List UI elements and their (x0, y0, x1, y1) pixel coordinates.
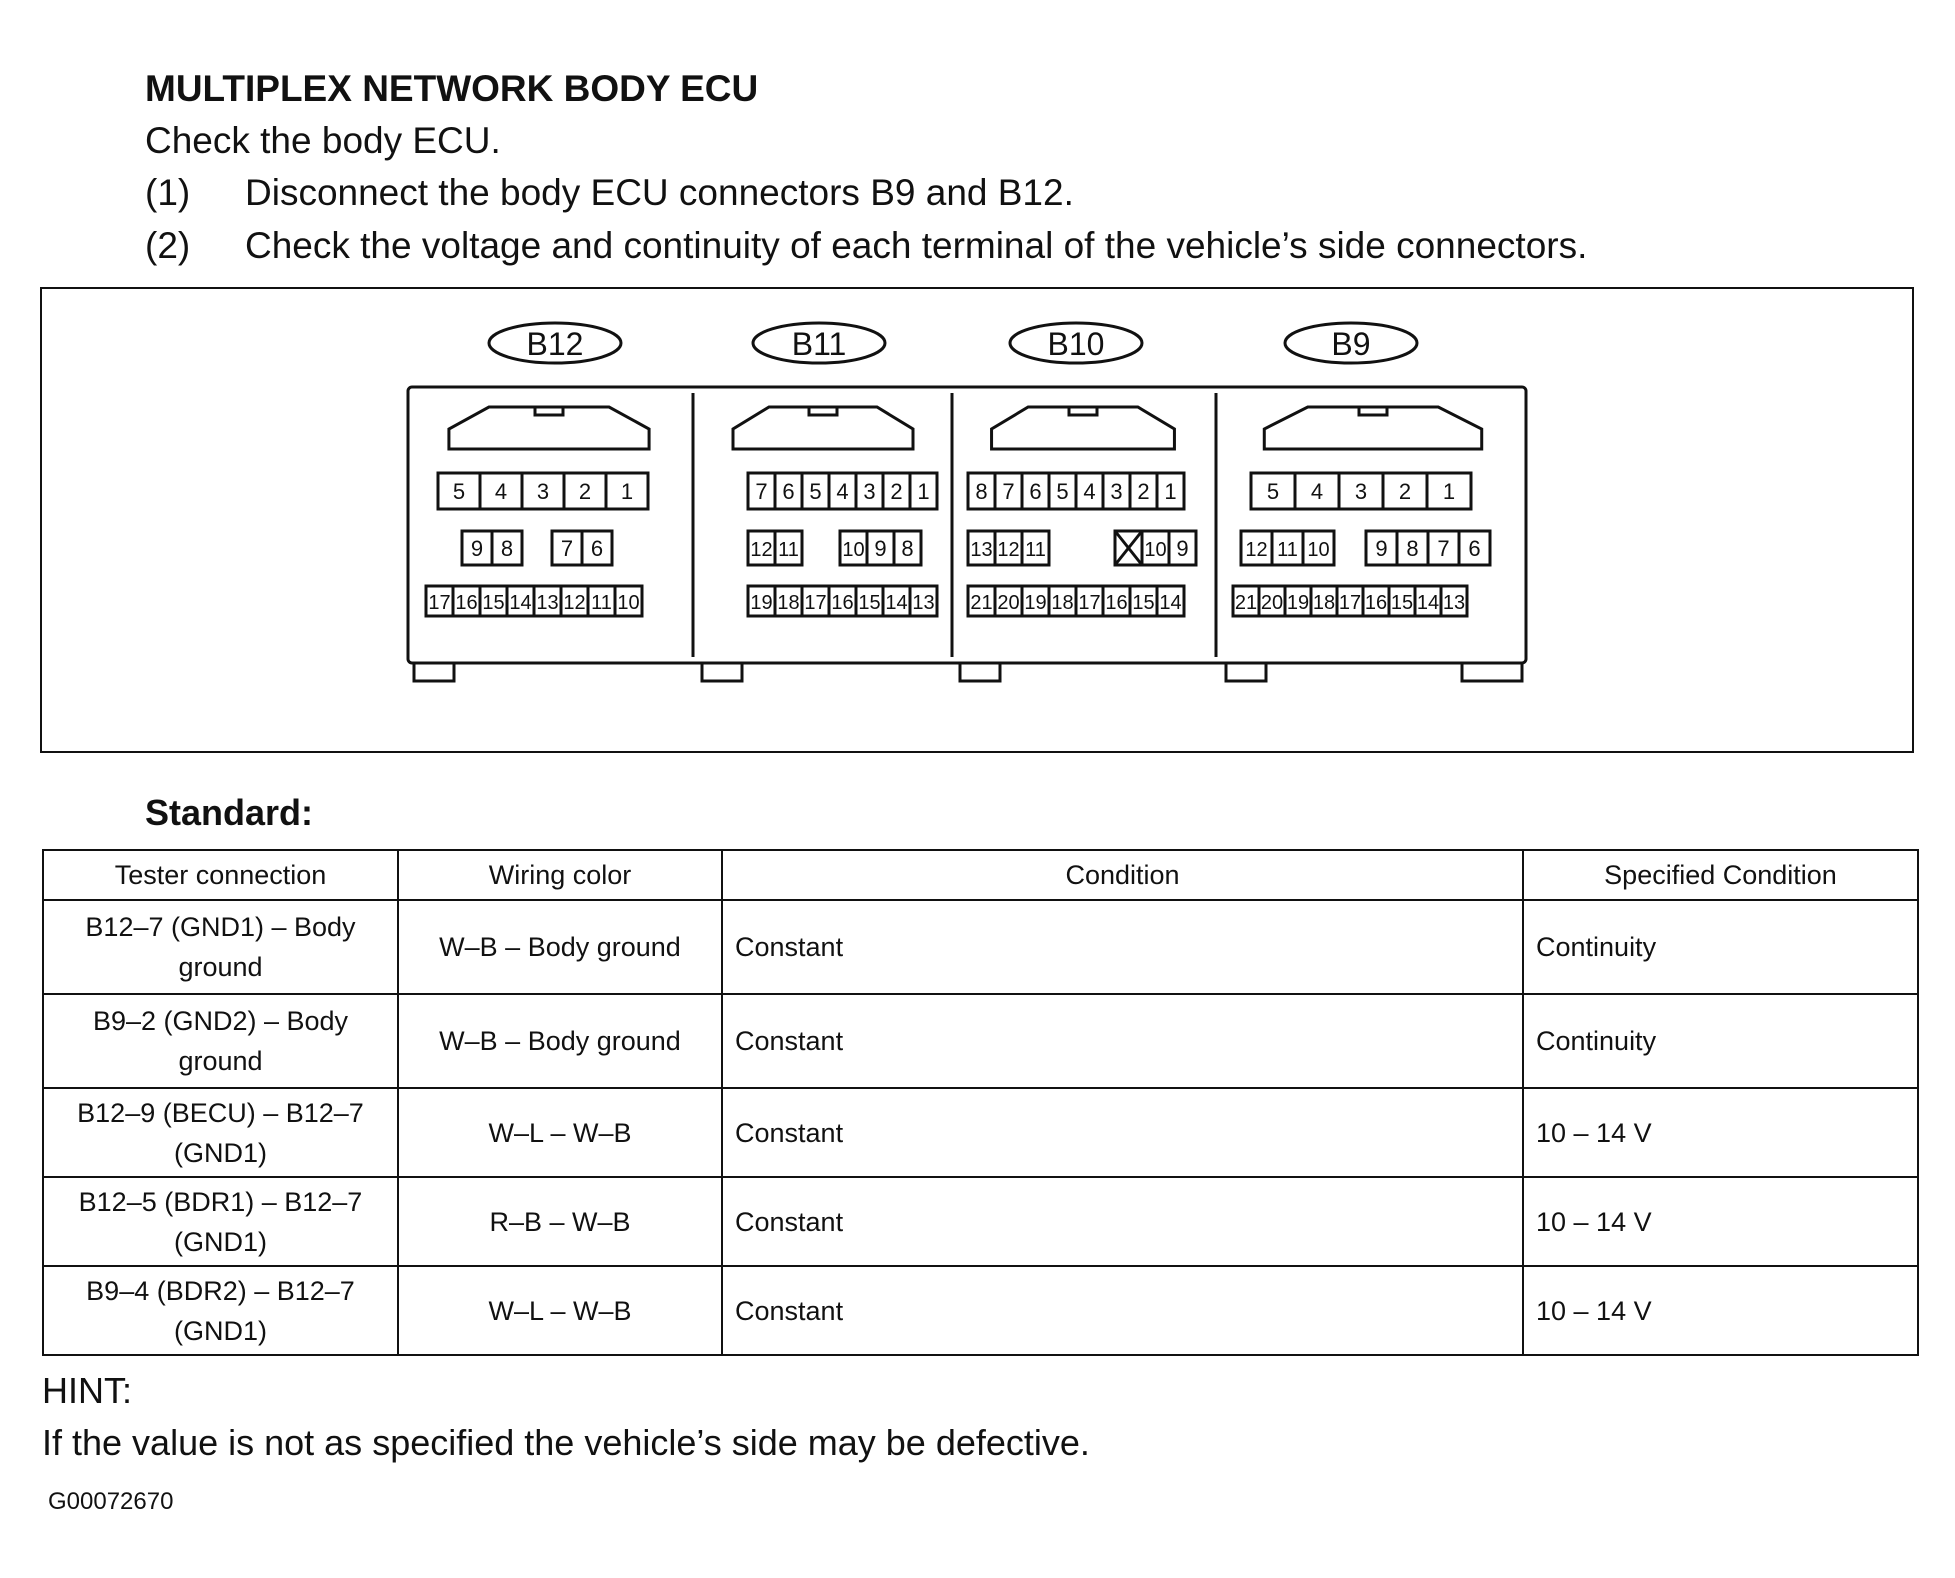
terminal-number: 21 (1234, 592, 1258, 614)
hint-label: HINT: (42, 1370, 132, 1411)
terminal-number: 5 (452, 479, 466, 504)
step-number: (1) (145, 172, 191, 213)
terminal-number: 10 (1144, 539, 1167, 561)
terminal-number: 11 (1277, 539, 1298, 561)
step-1 (145, 172, 1074, 214)
connector-latch (992, 407, 1175, 449)
connector-label: B11 (791, 326, 847, 362)
terminal-number: 18 (1312, 592, 1336, 614)
cell-specified: 10 – 14 V (1523, 1177, 1918, 1266)
terminal-number: 7 (1002, 479, 1015, 504)
terminal-number: 2 (1137, 479, 1150, 504)
terminal-number: 6 (1029, 479, 1042, 504)
cell-wiring: W–B – Body ground (398, 994, 722, 1088)
cell-tester: B9–4 (BDR2) – B12–7 (GND1) (43, 1266, 398, 1355)
table-row (43, 1266, 1918, 1355)
terminal-number: 8 (500, 536, 514, 561)
cell-tester: B12–9 (BECU) – B12–7 (GND1) (43, 1088, 398, 1177)
terminal-number: 9 (1375, 536, 1388, 561)
terminal-number: 5 (1266, 479, 1280, 504)
cell-specified: 10 – 14 V (1523, 1088, 1918, 1177)
terminal-number: 1 (1442, 479, 1456, 504)
header-tester-connection: Tester connection (43, 850, 398, 900)
terminal-number: 20 (1260, 592, 1284, 614)
terminal-number: 16 (1105, 592, 1128, 614)
connector-diagram-frame (40, 287, 1914, 753)
cell-wiring: R–B – W–B (398, 1177, 722, 1266)
table-row (43, 1177, 1918, 1266)
cell-condition: Constant (722, 900, 1523, 994)
intro-text: Check the body ECU. (145, 120, 501, 161)
header-wiring-color: Wiring color (398, 850, 722, 900)
terminal-number: 17 (428, 592, 451, 614)
terminal-number: 6 (1468, 536, 1481, 561)
latch-slot (1069, 407, 1097, 415)
terminal-number: 21 (970, 592, 993, 614)
table-header-row (43, 850, 1918, 900)
terminal-number: 19 (1286, 592, 1310, 614)
cell-condition: Constant (722, 1177, 1523, 1266)
document-code: G00072670 (48, 1488, 174, 1515)
terminal-number: 18 (777, 592, 800, 614)
terminal-number: 4 (1310, 479, 1324, 504)
terminal-number: 2 (578, 479, 592, 504)
table-row (43, 900, 1918, 994)
cell-wiring: W–B – Body ground (398, 900, 722, 994)
connector-diagram (42, 289, 1912, 751)
terminal-number: 14 (1159, 592, 1182, 614)
housing-foot (960, 663, 1000, 681)
terminal-number: 8 (1406, 536, 1419, 561)
cell-tester: B9–2 (GND2) – Body ground (43, 994, 398, 1088)
terminal-number: 8 (975, 479, 988, 504)
terminal-number: 11 (591, 592, 612, 614)
cell-specified: 10 – 14 V (1523, 1266, 1918, 1355)
terminal-number: 16 (455, 592, 478, 614)
page-title: MULTIPLEX NETWORK BODY ECU (145, 68, 759, 109)
step-number: (2) (145, 225, 191, 266)
terminal-number: 12 (563, 592, 586, 614)
header-condition: Condition (722, 850, 1523, 900)
cell-condition: Constant (722, 1088, 1523, 1177)
terminal-number: 11 (1025, 539, 1046, 561)
hint-text: If the value is not as specified the vehicle’s side may be defective. (42, 1422, 1090, 1463)
terminal-number: 13 (536, 592, 559, 614)
terminal-number: 4 (836, 479, 849, 504)
step-text: Check the voltage and continuity of each terminal of the vehicle’s side connectors. (245, 225, 1588, 266)
terminal-number: 2 (1398, 479, 1412, 504)
terminal-number: 3 (536, 479, 550, 504)
terminal-number: 1 (917, 479, 930, 504)
connector-label: B9 (1331, 326, 1371, 362)
terminal-number: 18 (1051, 592, 1074, 614)
cell-condition: Constant (722, 1266, 1523, 1355)
terminal-number: 19 (1024, 592, 1047, 614)
terminal-number: 15 (1390, 592, 1414, 614)
terminal-number: 17 (804, 592, 827, 614)
terminal-number: 9 (1176, 536, 1189, 561)
terminal-number: 3 (863, 479, 876, 504)
terminal-number: 10 (617, 592, 640, 614)
terminal-number: 1 (620, 479, 634, 504)
housing-foot (702, 663, 742, 681)
terminal-number: 5 (1056, 479, 1069, 504)
latch-slot (535, 407, 563, 415)
terminal-number: 3 (1110, 479, 1123, 504)
terminal-number: 13 (970, 539, 993, 561)
terminal-number: 20 (997, 592, 1020, 614)
terminal-number: 9 (874, 536, 887, 561)
terminal-number: 12 (750, 539, 773, 561)
housing-foot (414, 663, 454, 681)
latch-slot (809, 407, 837, 415)
terminal-number: 13 (912, 592, 935, 614)
terminal-number: 10 (842, 539, 865, 561)
header-specified-condition: Specified Condition (1523, 850, 1918, 900)
terminal-number: 16 (1364, 592, 1388, 614)
step-text: Disconnect the body ECU connectors B9 and B12. (245, 172, 1074, 213)
terminal-number: 6 (590, 536, 604, 561)
connector-latch (733, 407, 913, 449)
latch-slot (1359, 407, 1387, 415)
terminal-number: 17 (1338, 592, 1362, 614)
terminal-number: 8 (901, 536, 914, 561)
cell-specified: Continuity (1523, 994, 1918, 1088)
terminal-number: 4 (494, 479, 508, 504)
terminal-number: 15 (1132, 592, 1155, 614)
terminal-number: 11 (778, 539, 799, 561)
connector-label: B10 (1047, 326, 1105, 362)
terminal-number: 14 (885, 592, 908, 614)
cell-tester: B12–7 (GND1) – Body ground (43, 900, 398, 994)
terminal-number: 16 (831, 592, 854, 614)
terminal-number: 17 (1078, 592, 1101, 614)
terminal-number: 7 (1437, 536, 1450, 561)
terminal-number: 15 (482, 592, 505, 614)
terminal-number: 7 (560, 536, 574, 561)
housing-foot (1226, 663, 1266, 681)
terminal-number: 1 (1164, 479, 1177, 504)
connector-latch (1264, 407, 1481, 449)
terminal-number: 6 (782, 479, 795, 504)
terminal-number: 19 (750, 592, 773, 614)
terminal-number: 2 (890, 479, 903, 504)
terminal-number: 14 (1416, 592, 1440, 614)
terminal-number: 12 (997, 539, 1020, 561)
terminal-number: 3 (1354, 479, 1368, 504)
cell-wiring: W–L – W–B (398, 1266, 722, 1355)
terminal-number: 7 (755, 479, 768, 504)
table-row (43, 1088, 1918, 1177)
cell-wiring: W–L – W–B (398, 1088, 722, 1177)
terminal-number: 5 (809, 479, 822, 504)
terminal-number: 15 (858, 592, 881, 614)
standard-label: Standard: (145, 792, 314, 833)
terminal-number: 4 (1083, 479, 1096, 504)
terminal-number: 12 (1245, 539, 1268, 561)
terminal-number: 13 (1442, 592, 1466, 614)
terminal-number: 10 (1307, 539, 1330, 561)
housing-foot (1462, 663, 1522, 681)
cell-condition: Constant (722, 994, 1523, 1088)
terminal-number: 9 (470, 536, 484, 561)
step-2 (145, 225, 1587, 267)
connector-label: B12 (526, 326, 584, 362)
cell-specified: Continuity (1523, 900, 1918, 994)
terminal-number: 14 (509, 592, 532, 614)
ecu-housing (408, 387, 1526, 663)
spec-table (42, 849, 1919, 1356)
connector-latch (449, 407, 649, 449)
cell-tester: B12–5 (BDR1) – B12–7 (GND1) (43, 1177, 398, 1266)
table-row (43, 994, 1918, 1088)
